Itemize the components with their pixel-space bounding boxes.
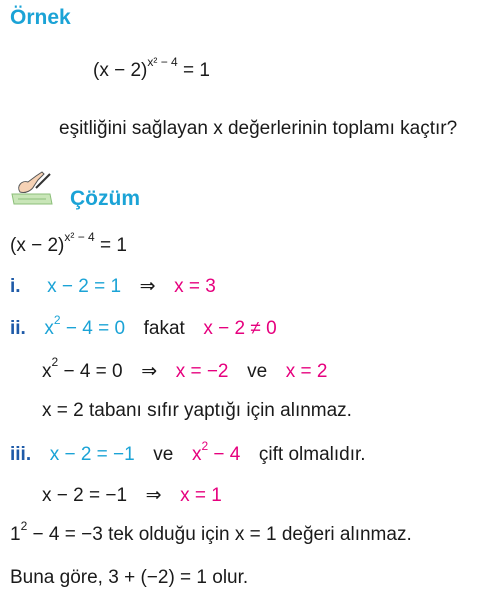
case-2-step (42, 355, 328, 383)
case-3-step-equation: x − 2 = −1 (42, 485, 128, 506)
case-3-arrow: ⇒ (145, 485, 162, 506)
case-2 (10, 313, 277, 340)
solution-equation-rhs: = 1 (100, 235, 127, 256)
equation-rhs: = 1 (183, 60, 210, 81)
case-3-check: $1^2 - 4 = -3$ tek olduğu için x = 1 değeri alınmaz. (10, 519, 412, 545)
example-equation (93, 55, 210, 82)
solution-equation-base: (x − 2) (10, 235, 65, 256)
case-3-result: x = 1 (180, 485, 222, 506)
writing-hand-icon (10, 170, 54, 208)
case-3 (10, 439, 366, 466)
example-title: Örnek (10, 6, 71, 29)
equation-base: (x − 2) (93, 60, 148, 81)
case-2-result-a: x = −2 (175, 361, 229, 382)
example-question: eşitliğini sağlayan x değerlerinin toplamı kaçtır? (59, 118, 458, 139)
case-2-result-b: x = 2 (285, 361, 328, 382)
case-2-and: ve (247, 361, 268, 382)
case-1-marker: i. (10, 276, 21, 297)
case-3-lhs: x − 2 = −1 (49, 444, 135, 465)
case-3-exponent: $x^2 - 4$ (191, 439, 241, 465)
solution-equation-exponent: x² − 4 (64, 230, 95, 244)
case-1-arrow: ⇒ (139, 276, 156, 297)
case-1-lhs: x − 2 = 1 (47, 276, 122, 297)
case-2-condition: $x^2 - 4 = 0$ (44, 313, 126, 339)
solution-equation (10, 230, 127, 257)
case-2-step-equation: $x^2 - 4 = 0$ (42, 355, 123, 382)
case-3-marker: iii. (10, 444, 32, 465)
case-3-and: ve (153, 444, 174, 465)
case-2-marker: ii. (10, 318, 26, 339)
case-1 (10, 275, 216, 298)
case-3-requirement: çift olmalıdır. (258, 444, 366, 465)
solution-title: Çözüm (70, 187, 140, 210)
case-2-note: x = 2 tabanı sıfır yaptığı için alınmaz. (42, 400, 352, 421)
case-3-step (42, 484, 222, 507)
case-2-connector: fakat (143, 318, 185, 339)
conclusion: Buna göre, 3 + (−2) = 1 olur. (10, 567, 249, 588)
case-2-restriction: x − 2 ≠ 0 (203, 318, 277, 339)
case-1-result: x = 3 (174, 276, 216, 297)
equation-exponent: x² − 4 (147, 55, 178, 69)
case-2-arrow: ⇒ (141, 361, 158, 382)
